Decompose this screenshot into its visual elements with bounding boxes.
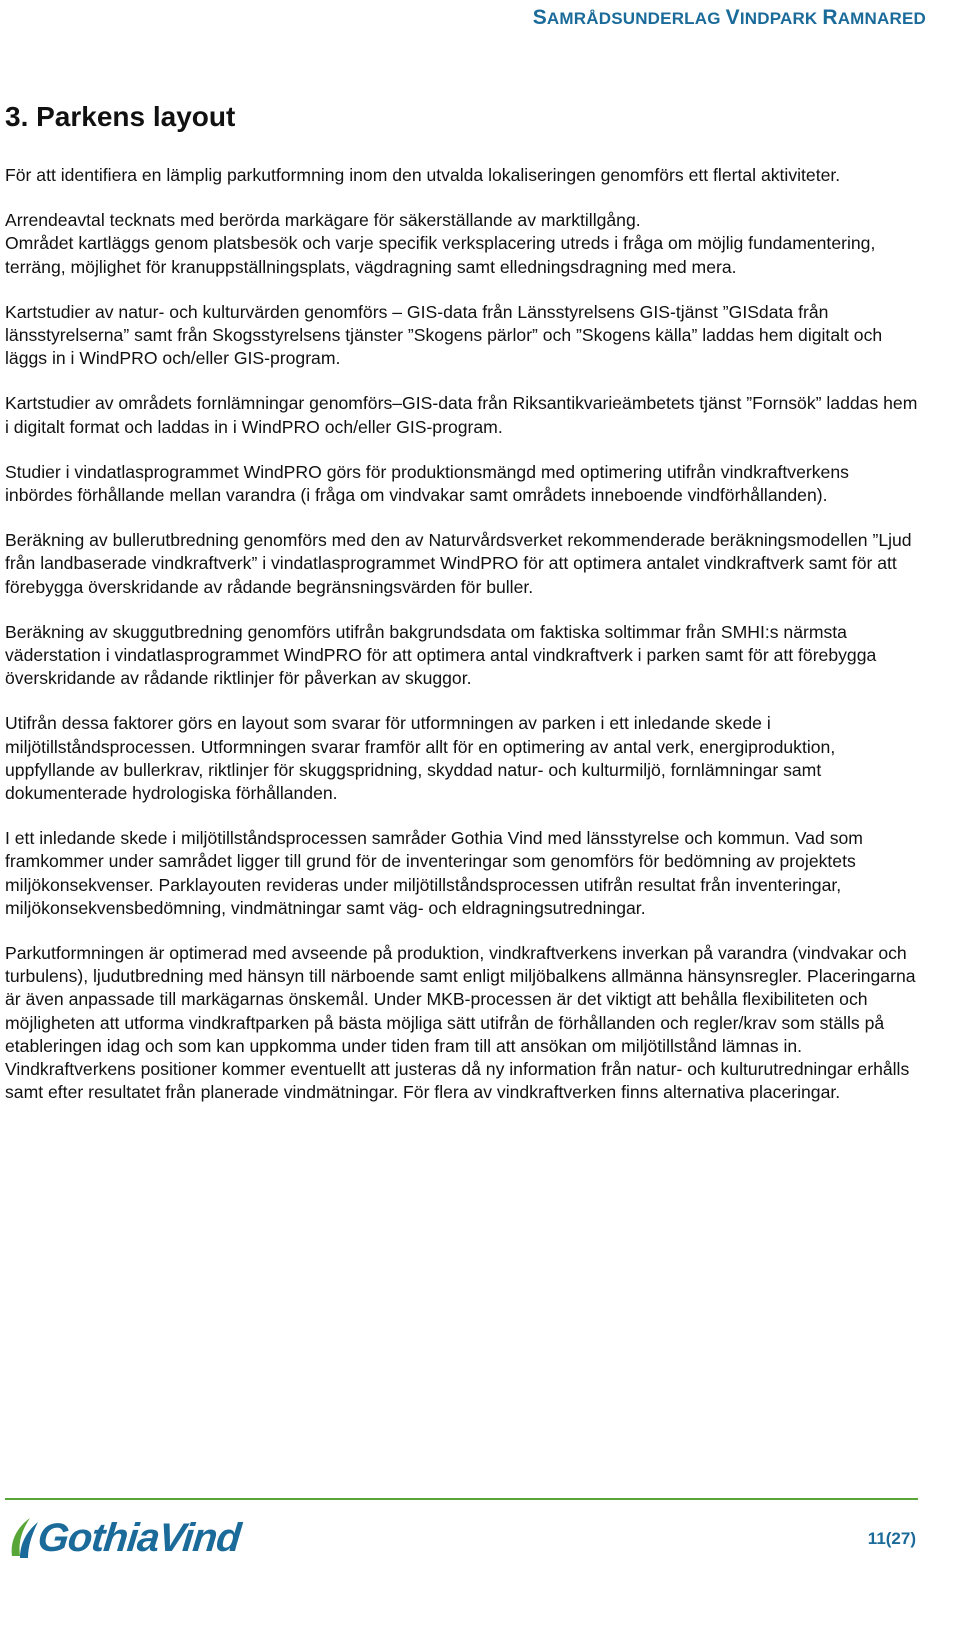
header-title-amnared: AMNARED <box>837 9 926 28</box>
logo-wordmark <box>36 1516 243 1561</box>
header-title-indpark: INDPARK <box>739 9 823 28</box>
paragraph-kartlaggning: Området kartläggs genom platsbesök och varje specifik verksplacering utreds i fråga om möjlig fundamentering, terräng, möjlighet för kranuppställningsplats, vägdragning samt elledningsdragning med mera. <box>5 233 876 277</box>
header-title-amradsunderlag: AMRÅDSUNDERLAG <box>546 9 726 28</box>
paragraph-kartstudier-natur: Kartstudier av natur- och kulturvärden genomförs – GIS-data från Länsstyrelsens GIS-tjänst ”GISdata från länsstyrelserna” samt från Skogsstyrelsens tjänster ”Skogens pärlor” och ”Skogens källa” laddas hem digitalt och läggs in i WindPRO och/eller GIS-program. <box>5 301 883 369</box>
page-number: 11(27) <box>867 1529 916 1548</box>
header-title-v: V <box>725 6 740 29</box>
gothia-vind-logo <box>6 1512 243 1564</box>
logo-word-vind: Vind <box>156 1515 243 1560</box>
paragraph-samrad: I ett inledande skede i miljötillståndsprocessen samråder Gothia Vind med länsstyrelse och kommun. Vad som framkommer under samrådet ligger till grund för de inventeringar som genomförs för bedömning av projektets miljökonsekvenser. Parklayouten revideras under miljötillståndsprocessen utifrån resultat från inventeringar, miljökonsekvensbedömning, vindmätningar samt väg- och eldragningsutredningar. <box>5 828 863 918</box>
header-title-s: S <box>532 6 547 29</box>
paragraph-layout-faktorer: Utifrån dessa faktorer görs en layout som svarar för utformningen av parken i ett inledande skede i miljötillståndsprocessen. Utformningen svarar framför allt för en optimering av antal verk, energiproduktion, uppfyllande av bullerkrav, riktlinjer för skuggspridning, skyddad natur- och kulturmiljö, fornlämningar samt dokumenterade hydrologiska förhållanden. <box>5 713 836 804</box>
paragraph-bullerutbredning: Beräkning av bullerutbredning genomförs med den av Naturvårdsverket rekommenderade beräkningsmodellen ”Ljud från landbaserade vindkraftverk” i vindatlasprogrammet WindPRO för att optimera antalet vindkraftverk samt för att förebygga överskridande av rådande begränsningsvärden för buller. <box>5 530 912 597</box>
paragraph-arrendeavtal: Arrendeavtal tecknats med berörda markägare för säkerställande av marktillgång. <box>5 210 641 231</box>
footer-divider <box>5 1498 918 1500</box>
running-header-title <box>533 6 926 30</box>
logo-word-gothia: Gothia <box>35 1515 162 1560</box>
paragraph-parkutformning: Parkutformningen är optimerad med avseende på produktion, vindkraftverkens inverkan på varandra (vindvakar och turbulens), ljudutbredning med hänsyn till närboende samt enligt miljöbalkens allmänna hänsynsregler. Placeringarna är även anpassade till markägarnas önskemål. Under MKB-processen är det viktigt att behålla flexibiliteten och möjligheten att utforma vindkraftparken på bästa möjliga sätt utifrån de förhållanden och regler/krav som ställs på etableringen idag och som kan uppkomma under tiden fram till att ansökan om miljötillstånd lämnas in. Vindkraftverkens positioner kommer eventuellt att justeras då ny information från natur- och kulturutredningar erhålls samt efter resultatet från planerade vindmätningar. För flera av vindkraftverken finns alternativa placeringar. <box>5 943 916 1103</box>
header-title-r: R <box>822 6 838 29</box>
document-body <box>5 100 920 1127</box>
section-heading: 3. Parkens layout <box>5 101 236 132</box>
paragraph-kartstudier-fornlamningar: Kartstudier av områdets fornlämningar genomförs–GIS-data från Riksantikvarieämbetets tjänst ”Fornsök” laddas hem i digitalt format och laddas in i WindPRO och/eller GIS-program. <box>5 393 918 437</box>
paragraph-windpro-studier: Studier i vindatlasprogrammet WindPRO görs för produktionsmängd med optimering utifrån vindkraftverkens inbördes förhållande mellan varandra (i fråga om vindvakar samt områdets inneboende vindförhållanden). <box>5 461 849 506</box>
paragraph-skuggutbredning: Beräkning av skuggutbredning genomförs utifrån bakgrundsdata om faktiska soltimmar från SMHI:s närmsta väderstation i vindatlasprogrammet WindPRO för att optimera antal vindkraftverk i parken samt för att förebygga överskridande av rådande riktlinjer för påverkan av skuggor. <box>5 621 877 689</box>
paragraph-intro: För att identifiera en lämplig parkutformning inom den utvalda lokaliseringen genomförs ett flertal aktiviteter. <box>5 165 841 185</box>
